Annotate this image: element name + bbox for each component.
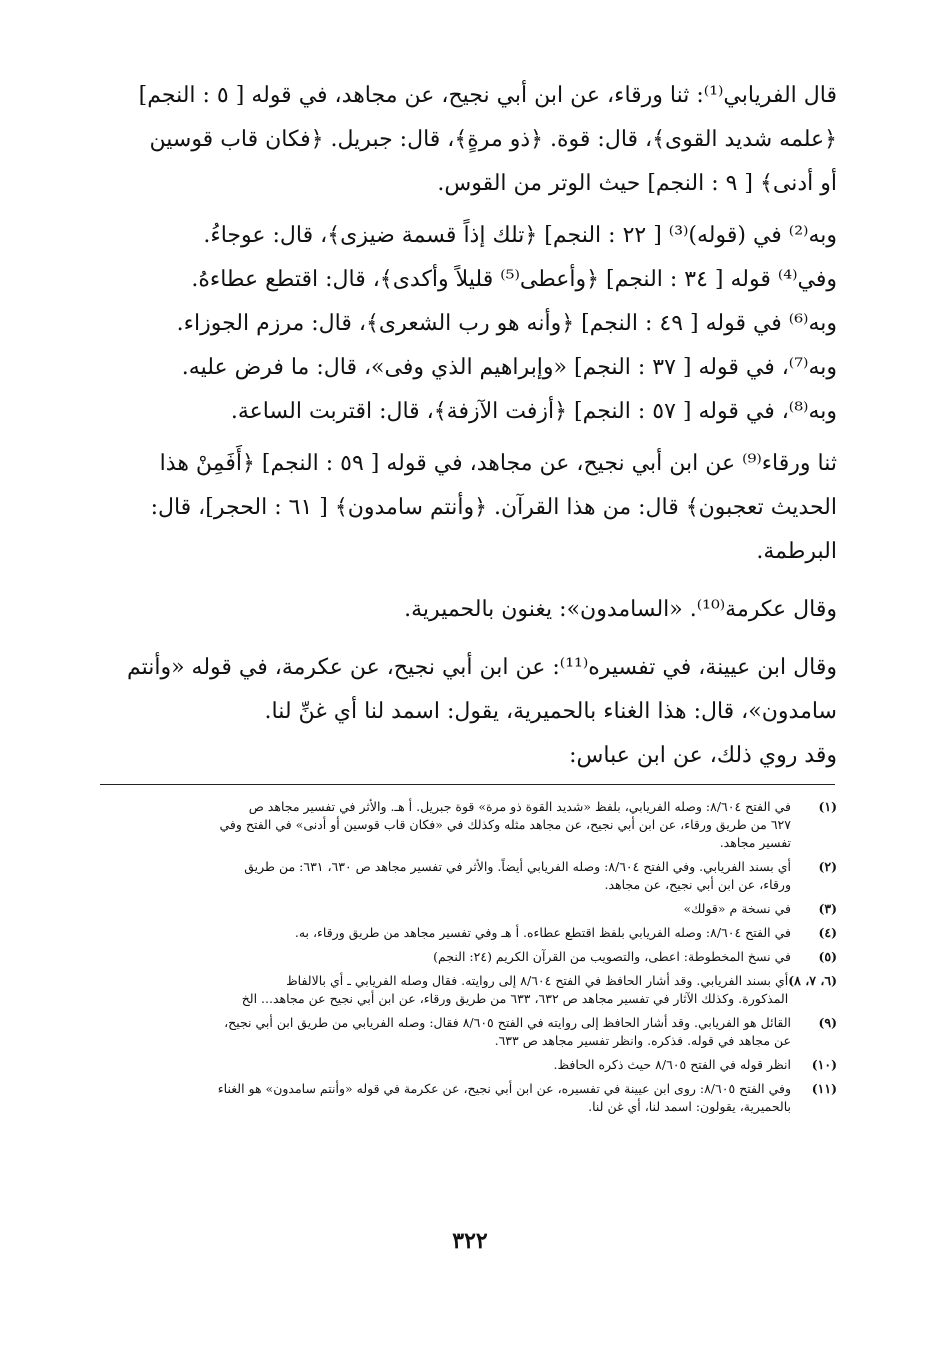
footnote-text bbox=[102, 948, 791, 966]
footnote-line: أي بسند الفريابي. وقد أشار الحافظ في الفتح ٨/٦٠٤ إلى روايته. فقال وصله الفريابي ـ أي بالالفاظ bbox=[286, 973, 789, 988]
footnote-1 bbox=[102, 798, 837, 852]
footnotes bbox=[102, 798, 837, 1122]
paragraph-4 bbox=[102, 302, 837, 346]
text-line: وقد روي ذلك، عن ابن عباس: bbox=[569, 743, 837, 768]
footnote-line: المذكورة. وكذلك الآثار في تفسير مجاهد ص ٦٣٢، ٦٣٣ من طريق ورقاء، عن ابن أبي نجيح عن مجاهد... الخ bbox=[241, 991, 789, 1006]
footnote-number: (١٠) bbox=[811, 1057, 837, 1072]
footnote-line: تفسير مجاهد. bbox=[719, 835, 791, 850]
footnote-line: في نسخ المخطوطة: اعطى، والتصويب من القرآن الكريم (٢٤: النجم) bbox=[433, 949, 791, 964]
text-line: ثنا ورقاء⁽⁹⁾ عن ابن أبي نجيح، عن مجاهد، في قوله [ ٥٩ : النجم] ﴿أَفَمِنْ هذا bbox=[159, 451, 837, 476]
footnote-line: في الفتح ٨/٦٠٤: وصله الفريابي بلفظ اقتطع عطاءه. أ هـ وفي تفسير مجاهد من طريق ورقاء، به. bbox=[294, 925, 791, 940]
footnote-9 bbox=[102, 1014, 837, 1050]
footnote-number: (٣) bbox=[818, 901, 837, 916]
text-line: وفي⁽⁴⁾ قوله [ ٣٤ : النجم] ﴿وأعطى⁽⁵⁾ قليلاً وأكدى﴾، قال: اقتطع عطاءهُ. bbox=[191, 267, 837, 292]
footnote-10 bbox=[102, 1056, 837, 1074]
footnote-number: (٥) bbox=[818, 949, 837, 964]
paragraph-8 bbox=[102, 588, 837, 632]
footnote-text bbox=[102, 858, 791, 894]
footnote-2 bbox=[102, 858, 837, 894]
footnote-line: أي بسند الفريابي. وفي الفتح ٨/٦٠٤: وصله الفريابي أيضاً. والأثر في تفسير مجاهد ص ٦٣٠، ٦٣١: من طريق bbox=[244, 859, 791, 874]
text-line: قال الفريابي⁽¹⁾: ثنا ورقاء، عن ابن أبي نجيح، عن مجاهد، في قوله [ ٥ : النجم] bbox=[138, 83, 837, 108]
footnote-number: (١) bbox=[818, 799, 837, 814]
footnote-number: (٦، ٧، ٨) bbox=[788, 973, 837, 988]
footnote-number: (٢) bbox=[818, 859, 837, 874]
paragraph-5 bbox=[102, 346, 837, 390]
paragraph-2 bbox=[102, 214, 837, 258]
text-line: وقال عكرمة⁽¹⁰⁾. «السامدون»: يغنون بالحميرية. bbox=[404, 597, 837, 622]
paragraph-3 bbox=[102, 258, 837, 302]
paragraph-9 bbox=[102, 646, 837, 734]
paragraph-1 bbox=[102, 74, 837, 206]
footnote-text bbox=[102, 798, 791, 852]
footnote-number: (١١) bbox=[811, 1081, 837, 1096]
footnote-line: وفي الفتح ٨/٦٠٥: روى ابن عيينة في تفسيره، عن ابن أبي نجيح، عن عكرمة في قوله «وأنتم سامدون» هو الغناء bbox=[217, 1081, 791, 1096]
text-line: البرطمة. bbox=[756, 539, 837, 564]
footnote-line: في الفتح ٨/٦٠٤: وصله الفريابي، بلفظ «شديد القوة ذو مرة» قوة جبريل. أ هـ. والأثر في تفسير مجاهد ص bbox=[248, 799, 791, 814]
footnote-line: بالحميرية، يقولون: اسمد لنا، أي غن لنا. bbox=[588, 1099, 791, 1114]
text-line: الحديث تعجبون﴾ قال: من هذا القرآن. ﴿وأنتم سامدون﴾ [ ٦١ : الحجر]، قال: bbox=[150, 495, 837, 520]
footnote-text bbox=[102, 1056, 791, 1074]
footnote-text bbox=[102, 972, 788, 1008]
footnote-number: (٩) bbox=[818, 1015, 837, 1030]
main-text bbox=[102, 74, 837, 786]
text-line: وبه⁽⁶⁾ في قوله [ ٤٩ : النجم] ﴿وأنه هو رب الشعرى﴾، قال: مرزم الجوزاء. bbox=[176, 311, 837, 336]
paragraph-6 bbox=[102, 390, 837, 434]
footnote-4 bbox=[102, 924, 837, 942]
paragraph-7 bbox=[102, 442, 837, 574]
footnote-11 bbox=[102, 1080, 837, 1116]
footnote-line: القائل هو الفريابي. وقد أشار الحافظ إلى روايته في الفتح ٨/٦٠٥ فقال: وصله الفريابي من طريق ابن أبي نجيح، bbox=[224, 1015, 791, 1030]
footnote-line: ٦٢٧ من طريق ورقاء، عن ابن أبي نجيح، عن مجاهد مثله وكذلك في «فكان قاب قوسين أو أدنى» في الفتح وفي bbox=[219, 817, 791, 832]
footnote-3 bbox=[102, 900, 837, 918]
footnote-text bbox=[102, 900, 791, 918]
text-line: وبه⁽²⁾ في (قوله)⁽³⁾ [ ٢٢ : النجم] ﴿تلك إذاً قسمة ضيزى﴾، قال: عوجاءُ. bbox=[203, 223, 837, 248]
text-line: وبه⁽⁷⁾، في قوله [ ٣٧ : النجم] «وإبراهيم الذي وفى»، قال: ما فرض عليه. bbox=[181, 355, 837, 380]
footnote-divider bbox=[100, 784, 835, 785]
footnote-line: ورقاء، عن ابن أبي نجيح، عن مجاهد. bbox=[604, 877, 791, 892]
footnote-6-7-8 bbox=[102, 972, 837, 1008]
footnote-text bbox=[102, 1014, 791, 1050]
footnote-text bbox=[102, 1080, 791, 1116]
footnote-line: انظر قوله في الفتح ٨/٦٠٥ حيث ذكره الحافظ. bbox=[553, 1057, 791, 1072]
text-line: سامدون»، قال: هذا الغناء بالحميرية، يقول: اسمد لنا أي غنِّ لنا. bbox=[264, 699, 837, 724]
text-line: وبه⁽⁸⁾، في قوله [ ٥٧ : النجم] ﴿أزفت الآزفة﴾، قال: اقتربت الساعة. bbox=[230, 399, 837, 424]
footnote-line: في نسخة م «قولك» bbox=[683, 901, 791, 916]
footnote-line: عن مجاهد في قوله. فذكره. وانظر تفسير مجاهد ص ٦٣٣. bbox=[494, 1033, 791, 1048]
text-line: ﴿علمه شديد القوى﴾، قال: قوة. ﴿ذو مرةٍ﴾، قال: جبريل. ﴿فكان قاب قوسين bbox=[149, 127, 837, 152]
page-number: ٣٢٢ bbox=[452, 1228, 488, 1254]
footnote-5 bbox=[102, 948, 837, 966]
text-line: وقال ابن عيينة، في تفسيره⁽¹¹⁾: عن ابن أبي نجيح، عن عكرمة، في قوله «وأنتم bbox=[126, 655, 837, 680]
text-line: أو أدنى﴾ [ ٩ : النجم] حيث الوتر من القوس. bbox=[437, 171, 837, 196]
footnote-number: (٤) bbox=[818, 925, 837, 940]
paragraph-10 bbox=[102, 734, 837, 778]
footnote-text bbox=[102, 924, 791, 942]
